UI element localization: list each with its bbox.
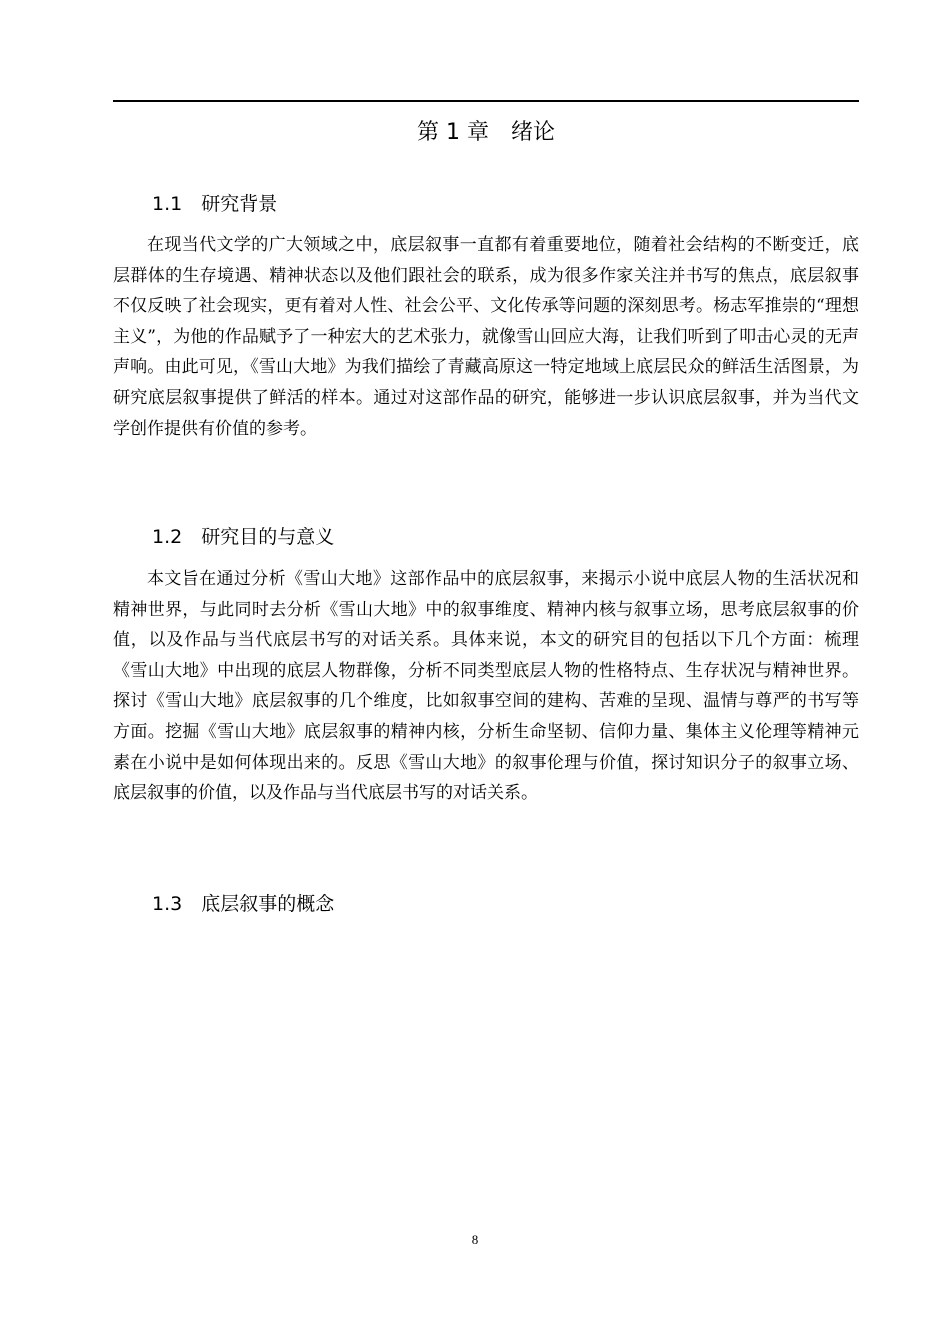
page-number: 8 — [471, 1232, 479, 1247]
chapter-title: 第 1 章 绪论 — [417, 120, 555, 145]
section-heading-1-3: 1.3 底层叙事的概念 — [152, 893, 335, 915]
section-heading-1-1: 1.1 研究背景 — [152, 193, 278, 215]
header-rule — [113, 100, 859, 102]
section-paragraph-1-2: 本文旨在通过分析《雪山大地》这部作品中的底层叙事，来揭示小说中底层人物的生活状况和精神世界，与此同时去分析《雪山大地》中的叙事维度、精神内核与叙事立场，思考底层叙事的价值，以及作品与当代底层书写的对话关系。具体来说，本文的研究目的包括以下几个方面：梳理《雪山大地》中出现的底层人物群像，分析不同类型底层人物的性格特点、生存状况与精神世界。探讨《雪山大地》底层叙事的几个维度，比如叙事空间的建构、苦难的呈现、温情与尊严的书写等方面。挖掘《雪山大地》底层叙事的精神内核，分析生命坚韧、信仰力量、集体主义伦理等精神元素在小说中是如何体现出来的。反思《雪山大地》的叙事伦理与价值，探讨知识分子的叙事立场、底层叙事的价值，以及作品与当代底层书写的对话关系。 — [113, 569, 859, 804]
section-heading-1-2: 1.2 研究目的与意义 — [152, 526, 335, 548]
section-paragraph-1-1: 在现当代文学的广大领域之中，底层叙事一直都有着重要地位，随着社会结构的不断变迁，底层群体的生存境遇、精神状态以及他们跟社会的联系，成为很多作家关注并书写的焦点，底层叙事不仅反映了社会现实，更有着对人性、社会公平、文化传承等问题的深刻思考。杨志军推崇的“理想主义”，为他的作品赋予了一种宏大的艺术张力，就像雪山回应大海，让我们听到了叩击心灵的无声声响。由此可见，《雪山大地》为我们描绘了青藏高原这一特定地域上底层民众的鲜活生活图景，为研究底层叙事提供了鲜活的样本。通过对这部作品的研究，能够进一步认识底层叙事，并为当代文学创作提供有价值的参考。 — [113, 235, 859, 439]
